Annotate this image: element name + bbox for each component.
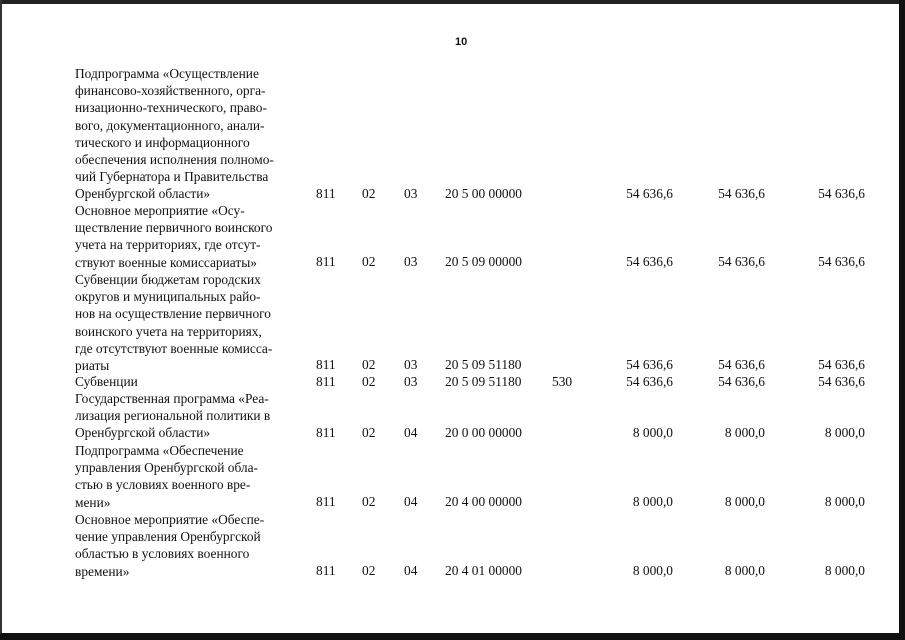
cell-v2: 8 000,0 <box>724 563 765 578</box>
cell-csr: 20 5 00 00000 <box>445 186 522 201</box>
cell-v3: 8 000,0 <box>824 563 865 578</box>
cell-v2: 54 636,6 <box>718 357 765 372</box>
cell-csr: 20 4 00 00000 <box>445 494 522 509</box>
cell-ved: 811 <box>316 254 336 269</box>
cell-v3: 54 636,6 <box>818 254 865 269</box>
row-name: Подпрограмма «Обеспечение управления Оренбургской обла- стью в условиях военного вре- мени» <box>75 443 259 510</box>
cell-v1: 54 636,6 <box>626 186 673 201</box>
cell-v1: 54 636,6 <box>626 357 673 372</box>
cell-pr: 04 <box>404 494 418 509</box>
cell-rz: 02 <box>362 374 376 389</box>
cell-v1: 8 000,0 <box>632 494 673 509</box>
cell-v1: 8 000,0 <box>632 563 673 578</box>
cell-rz: 02 <box>362 425 376 440</box>
cell-v2: 54 636,6 <box>718 254 765 269</box>
cell-csr: 20 4 01 00000 <box>445 563 522 578</box>
cell-rz: 02 <box>362 254 376 269</box>
row-name: Субвенции бюджетам городских округов и муниципальных райо- нов на осуществление первичного воинского учета на территориях, где отсутствуют военные комисса- риаты <box>75 272 273 374</box>
cell-rz: 02 <box>362 186 376 201</box>
cell-v2: 8 000,0 <box>724 425 765 440</box>
cell-vr: 530 <box>552 374 573 389</box>
row-name: Государственная программа «Реа- лизация региональной политики в Оренбургской области» <box>75 391 271 441</box>
cell-pr: 04 <box>404 425 418 440</box>
cell-ved: 811 <box>316 186 336 201</box>
cell-ved: 811 <box>316 357 336 372</box>
scan-edge-bottom <box>0 633 905 640</box>
cell-v1: 8 000,0 <box>632 425 673 440</box>
cell-v1: 54 636,6 <box>626 254 673 269</box>
cell-csr: 20 5 09 51180 <box>445 374 522 389</box>
cell-v3: 8 000,0 <box>824 494 865 509</box>
cell-v2: 54 636,6 <box>718 186 765 201</box>
cell-ved: 811 <box>316 563 336 578</box>
cell-csr: 20 5 09 51180 <box>445 357 522 372</box>
row-name: Основное мероприятие «Обеспе- чение управления Оренбургской областью в условиях военного времени» <box>75 512 265 579</box>
cell-v1: 54 636,6 <box>626 374 673 389</box>
cell-pr: 03 <box>404 186 418 201</box>
cell-ved: 811 <box>316 494 336 509</box>
cell-v3: 54 636,6 <box>818 357 865 372</box>
scan-edge-top <box>0 0 905 4</box>
cell-v3: 54 636,6 <box>818 186 865 201</box>
cell-ved: 811 <box>316 374 336 389</box>
cell-v2: 54 636,6 <box>718 374 765 389</box>
row-name: Субвенции <box>75 374 138 389</box>
cell-ved: 811 <box>316 425 336 440</box>
scan-edge-left <box>0 0 2 640</box>
cell-rz: 02 <box>362 563 376 578</box>
cell-rz: 02 <box>362 494 376 509</box>
scan-edge-right <box>899 0 905 640</box>
cell-pr: 03 <box>404 374 418 389</box>
row-name: Основное мероприятие «Осу- ществление первичного воинского учета на территориях, где отсут- ствуют военные комиссариаты» <box>75 203 273 270</box>
cell-v3: 8 000,0 <box>824 425 865 440</box>
cell-rz: 02 <box>362 357 376 372</box>
cell-v3: 54 636,6 <box>818 374 865 389</box>
page-number: 10 <box>455 36 468 48</box>
cell-pr: 04 <box>404 563 418 578</box>
cell-pr: 03 <box>404 254 418 269</box>
cell-pr: 03 <box>404 357 418 372</box>
cell-csr: 20 0 00 00000 <box>445 425 522 440</box>
cell-csr: 20 5 09 00000 <box>445 254 522 269</box>
cell-v2: 8 000,0 <box>724 494 765 509</box>
row-name: Подпрограмма «Осуществление финансово-хозяйственного, орга- низационно-технического, право- вого, документационного, анали- тического и информационного обеспечения исполнения полномо- чий Губернатора и Правительства Оренбургской области» <box>75 66 274 202</box>
